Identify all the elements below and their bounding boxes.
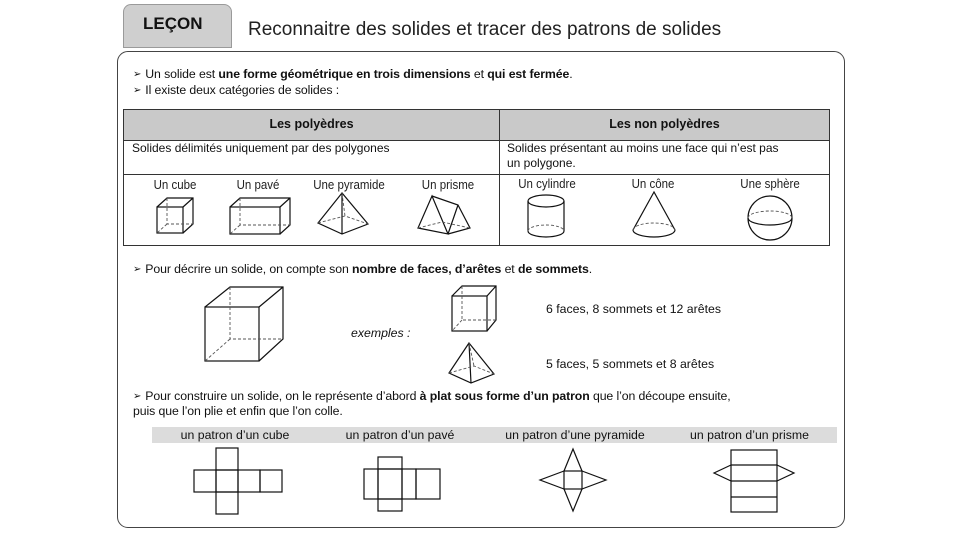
- polyhedra-description: Solides délimités uniquement par des polygones: [132, 141, 390, 155]
- arrow-bullet-icon: ➢: [133, 391, 142, 402]
- label-sphere: Une sphère: [740, 177, 800, 191]
- arrow-bullet-icon: ➢: [133, 69, 142, 80]
- non-polyhedra-description-line2: un polygone.: [507, 156, 576, 170]
- pyramid-net-drawing: [540, 449, 606, 511]
- patron-label-prism: un patron d’un prisme: [690, 428, 809, 442]
- page-title: Reconnaitre des solides et tracer des patrons de solides: [248, 19, 722, 40]
- label-cone: Un cône: [631, 177, 675, 191]
- header-non-polyhedra: Les non polyèdres: [609, 117, 720, 131]
- bullet-build-line2: puis que l’on plie et enfin que l’on colle.: [133, 404, 343, 418]
- pyramid-description: 5 faces, 5 sommets et 8 arêtes: [546, 357, 715, 371]
- examples-label: exemples :: [351, 326, 411, 340]
- label-prism: Un prisme: [421, 178, 475, 192]
- bullet-build: ➢ Pour construire un solide, on le représente d’abord à plat sous forme d’un patron que l’on découpe ensuite,: [133, 389, 731, 403]
- cube-description: 6 faces, 8 sommets et 12 arêtes: [546, 302, 721, 316]
- arrow-bullet-icon: ➢: [133, 264, 142, 275]
- non-polyhedra-description-line1: Solides présentant au moins une face qui n’est pas: [507, 141, 779, 155]
- bullet-categories: ➢ Il existe deux catégories de solides :: [133, 83, 340, 97]
- patron-label-pyramid: un patron d’une pyramide: [505, 428, 645, 442]
- pave-net-drawing: [364, 457, 440, 511]
- patron-label-cube: un patron d’un cube: [180, 428, 290, 442]
- label-cylinder: Un cylindre: [518, 177, 576, 191]
- header-polyhedra: Les polyèdres: [269, 117, 354, 131]
- lesson-tab-label: LEÇON: [143, 14, 203, 33]
- patron-label-pave: un patron d’un pavé: [345, 428, 455, 442]
- cube-net-drawing: [194, 448, 282, 514]
- arrow-bullet-icon: ➢: [133, 85, 142, 96]
- prism-net-drawing: [714, 450, 794, 512]
- bullet-definition: ➢ Un solide est une forme géométrique en trois dimensions et qui est fermée.: [133, 67, 573, 81]
- label-pyramid: Une pyramide: [313, 178, 385, 192]
- bullet-describe: ➢ Pour décrire un solide, on compte son nombre de faces, d’arêtes et de sommets.: [133, 262, 593, 276]
- label-cube: Un cube: [153, 178, 197, 192]
- label-pave: Un pavé: [236, 178, 280, 192]
